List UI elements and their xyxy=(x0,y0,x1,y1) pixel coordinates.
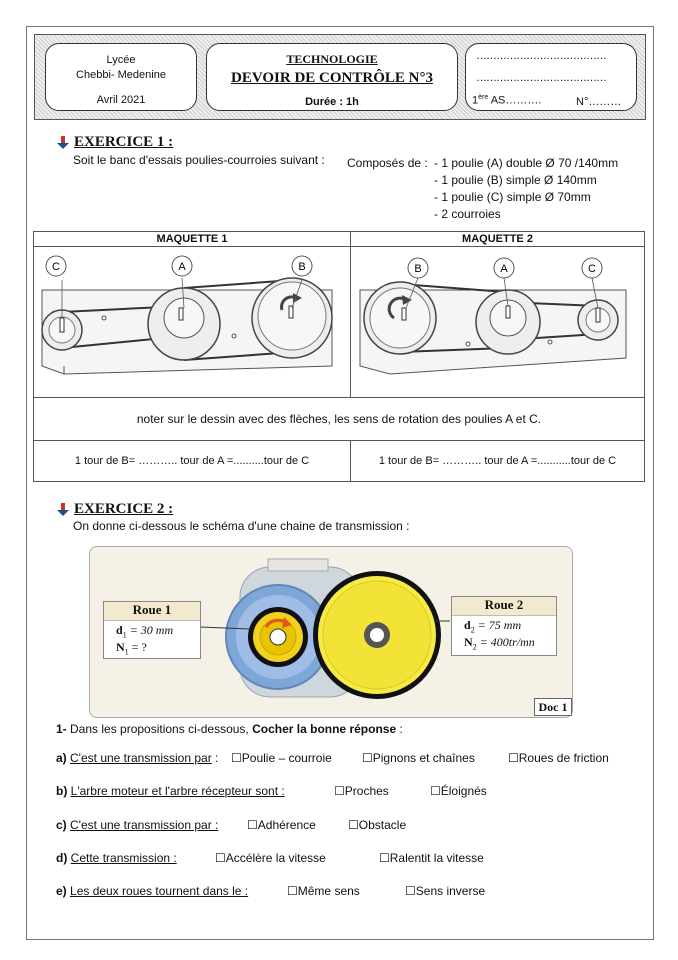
exercise1-intro: Soit le banc d'essais poulies-courroies suivant : xyxy=(73,153,325,167)
option-a-roues-friction[interactable]: ☐ Roues de friction xyxy=(508,751,609,765)
student-box xyxy=(465,43,637,111)
label-a: A xyxy=(500,263,508,275)
maquette1-header: MAQUETTE 1 xyxy=(34,232,351,247)
duration: Durée : 1h xyxy=(305,96,359,108)
page-title: DEVOIR DE CONTRÔLE N°3 xyxy=(231,70,433,86)
label-b: B xyxy=(298,261,306,273)
exercise2-intro: On donne ci-dessous le schéma d'une chaine de transmission : xyxy=(73,519,410,533)
school-name: Lycée xyxy=(106,54,136,66)
label-c: C xyxy=(588,263,596,275)
exercise2-title: EXERCICE 2 : xyxy=(74,501,174,517)
rotation-instruction: noter sur le dessin avec des flèches, les sens de rotation des poulies A et C. xyxy=(34,398,645,441)
roue1-diameter: $d_1 = 30$ mm xyxy=(116,623,174,640)
exam-date: Avril 2021 xyxy=(96,94,146,106)
option-b-proches[interactable]: ☐ Proches xyxy=(334,784,389,798)
option-c-obstacle[interactable]: ☐ Obstacle xyxy=(348,818,406,832)
option-a-poulie-courroie[interactable]: ☐ Poulie – courroie xyxy=(231,751,332,765)
school-box xyxy=(45,43,197,111)
answer-maquette1: 1 tour de B= ……….. tour de A =..........tour de C xyxy=(34,441,351,482)
subject: TECHNOLOGIE xyxy=(286,52,378,66)
option-b-eloignes[interactable]: ☐ Éloignés xyxy=(430,784,487,798)
question-b: b) L'arbre moteur et l'arbre récepteur sont : xyxy=(56,784,285,798)
label-a: A xyxy=(178,261,186,273)
option-e-sens-inverse[interactable]: ☐ Sens inverse xyxy=(405,884,485,898)
option-d-accelere[interactable]: ☐ Accélère la vitesse xyxy=(215,851,326,865)
question-e: e) Les deux roues tournent dans le : xyxy=(56,884,249,898)
maquette2-header: MAQUETTE 2 xyxy=(351,232,645,247)
answer-maquette2: 1 tour de B= ……….. tour de A =...........tour de C xyxy=(351,441,645,482)
option-d-ralentit[interactable]: ☐ Ralentit la vitesse xyxy=(379,851,484,865)
question-c: c) C'est une transmission par : xyxy=(56,818,219,832)
school-city: Chebbi- Medenine xyxy=(76,69,166,81)
roue2-callout xyxy=(451,596,557,656)
name-line-2: ………………………………… xyxy=(476,72,606,84)
roue1-title: Roue 1 xyxy=(104,602,200,621)
roue2-speed: $N_2 = 400tr/mn$ xyxy=(464,635,535,652)
question-d: d) Cette transmission : xyxy=(56,851,177,865)
roue1-callout xyxy=(103,601,201,659)
label-b: B xyxy=(414,263,422,275)
component-2: - 1 poulie (B) simple Ø 140mm xyxy=(434,173,597,187)
composes-label: Composés de : xyxy=(347,156,428,170)
component-4: - 2 courroies xyxy=(434,207,501,221)
roue2-diameter: $d_2 = 75$ mm xyxy=(464,618,522,635)
exercise1-title: EXERCICE 1 : xyxy=(74,134,174,150)
number-field: N°……… xyxy=(576,96,622,108)
component-3: - 1 poulie (C) simple Ø 70mm xyxy=(434,190,591,204)
maquette2-drawing xyxy=(350,248,644,396)
component-1: - 1 poulie (A) double Ø 70 /140mm xyxy=(434,156,619,170)
title-box xyxy=(206,43,458,111)
arrow-down-icon xyxy=(56,136,70,150)
question-a: a) C'est une transmission par : xyxy=(56,751,219,765)
roue1-speed: $N_1$ = ? xyxy=(116,640,147,657)
option-c-adherence[interactable]: ☐ Adhérence xyxy=(247,818,316,832)
doc1-label: Doc 1 xyxy=(534,698,572,716)
question-1: 1- Dans les propositions ci-dessous, Cocher la bonne réponse : xyxy=(56,722,403,736)
header-band xyxy=(34,34,646,120)
name-line-1: ………………………………… xyxy=(476,50,606,62)
option-a-pignons-chaines[interactable]: ☐ Pignons et chaînes xyxy=(362,751,475,765)
maquette1-drawing xyxy=(34,248,350,396)
option-e-meme-sens[interactable]: ☐ Même sens xyxy=(287,884,360,898)
arrow-down-icon xyxy=(56,503,70,517)
label-c: C xyxy=(52,261,60,273)
class-field: 1ère AS………. xyxy=(472,94,542,107)
roue2-title: Roue 2 xyxy=(452,597,556,616)
